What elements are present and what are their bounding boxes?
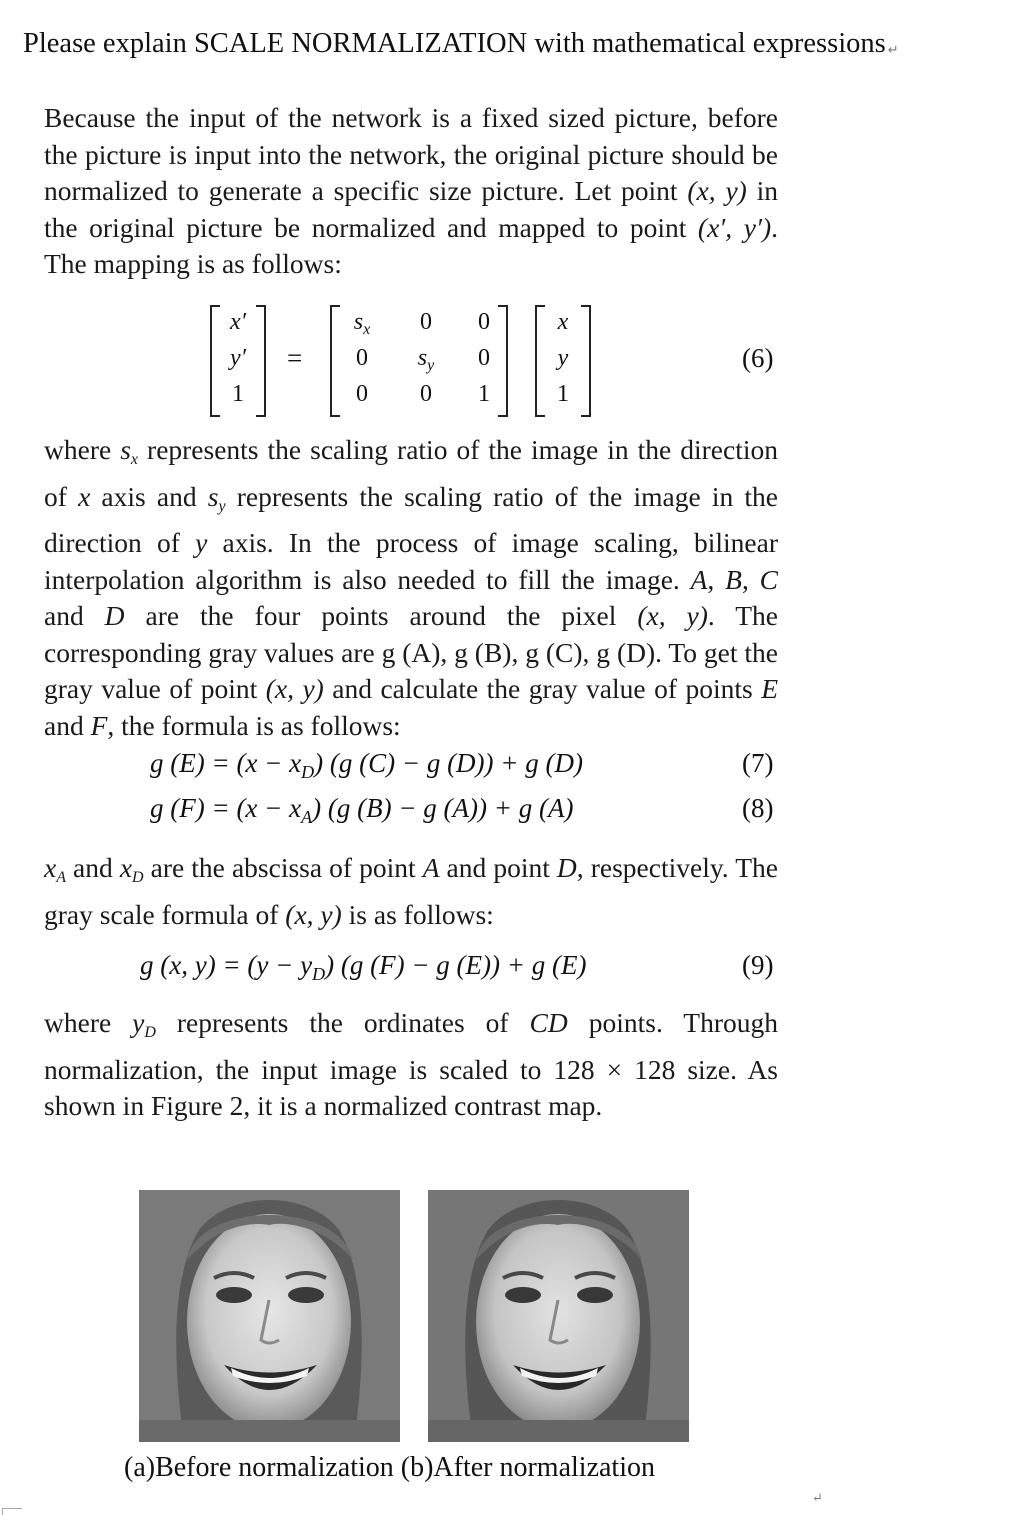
equation-number-8: (8): [742, 793, 774, 823]
paragraph-intro: Because the input of the network is a fixed sized picture, before the picture is input into the network, the original picture should be normalized to generate a specific size picture. Let point (x, y) in the original picture be normalized and mapped to point (x′, y′). The mapping is as follows:: [44, 102, 779, 279]
figure-caption: (a)Before normalization (b)After normalization: [124, 1452, 655, 1483]
paragraph-abscissa: $x_A$ and $x_D$ are the abscissa of point A and point D, respectively. The gray scale formula of (x, y) is as follows:: [44, 852, 778, 930]
return-mark-icon: ↵: [887, 42, 899, 57]
equation-number-7: (7): [742, 748, 774, 778]
equation-9: g (x, $y) = (y - y_D)$ (g (F) − g (E)) + g (E): [140, 950, 587, 984]
equation-number-9: (9): [742, 950, 774, 980]
paragraph-conclusion: where $y_D$ represents the ordinates of CD points. Through normalization, the input image is scaled to 128 × 128 size. As shown in Figure 2, it is a normalized contrast map.: [44, 1007, 778, 1121]
equation-number-6: (6): [742, 343, 774, 373]
matrix-lhs: x′ y′ 1: [210, 305, 266, 415]
matrix-equals: =: [287, 343, 303, 373]
face-photo-before: [139, 1190, 400, 1442]
matrix-rhs: x y 1: [535, 305, 591, 415]
page-corner-mark: [2, 1508, 3, 1515]
paragraph-scaling: where $s_x$ represents the scaling ratio of the image in the direction of x axis and $s_y$ represents the scaling ratio of the image in the direction of y axis. In the process of image scaling, bilinear interpolation algorithm is also needed to fill the image. A, B, C and D are the four points around the pixel (x, y). The corresponding gray values are g (A), g (B), g (C), g (D). To get the gray value of point (x, y) and calculate the gray value of points E and F, the formula is as follows:: [44, 434, 779, 741]
return-mark-icon: ↵: [812, 1490, 823, 1505]
question-text: Please explain SCALE NORMALIZATION with mathematical expressions ↵: [23, 28, 899, 59]
face-photo-after: [428, 1190, 689, 1442]
equation-8: g $(F) = (x - x_A)$ (g (B) − g (A)) + g (A): [150, 793, 574, 827]
equation-7: g $(E) = (x - x_D)$ (g (C) − g (D)) + g (D): [150, 748, 583, 782]
scaling-matrix: $s_x$ 0 0 0 $s_y$ 0 0 0 1: [330, 305, 508, 415]
page-corner-mark: [2, 1508, 22, 1509]
